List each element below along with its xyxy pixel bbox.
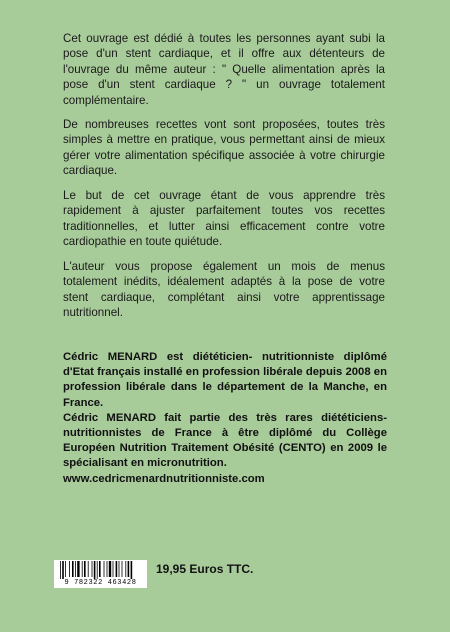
price: 19,95 Euros TTC. — [156, 562, 254, 576]
author-website: www.cedricmenardnutritionniste.com — [63, 472, 265, 485]
barcode — [54, 560, 147, 588]
author-bio-part-1: Cédric MENARD est diététicien- nutritionniste diplômé d'Etat français installé en profession libérale depuis 2008 en profession libérale dans le département de la Manche, en France. — [63, 351, 387, 409]
description-text-1: Cet ouvrage est dédié à toutes les personnes ayant subi la pose d'un stent cardiaque, et il offre aux détenteurs de l'ouvrage du même auteur : " Quelle alimentation après la pose d'un stent cardiaque ? " un ouvrage totalement complémentaire. — [63, 32, 385, 107]
description-paragraph-4 — [63, 259, 385, 321]
description-paragraph-2 — [63, 117, 385, 179]
description-text-2: De nombreuses recettes vont sont proposées, toutes très simples à mettre en pratique, vous permettant ainsi de mieux gérer votre alimentation spécifique associée à votre chirurgie cardiaque. — [63, 118, 385, 178]
author-bio — [63, 350, 387, 487]
description-paragraph-3 — [63, 188, 385, 250]
description-text-3: Le but de cet ouvrage étant de vous apprendre très rapidement à ajuster parfaitement toutes vos recettes traditionnelles, et lutter ainsi efficacement contre votre cardiopathie en toute quiétude. — [63, 189, 385, 249]
description-text-4: L'auteur vous propose également un mois de menus totalement inédits, idéalement adaptés à la pose de votre stent cardiaque, complétant ainsi votre apprentissage nutritionnel. — [63, 260, 385, 320]
description-paragraph-1 — [63, 31, 385, 108]
author-bio-part-2: Cédric MENARD fait partie des très rares diététiciens-nutritionnistes de France à être diplômé du Collège Européen Nutrition Traitement Obésité (CENTO) en 2009 le spécialisant en micronutrition. — [63, 411, 387, 470]
barcode-number: 9 782322 463428 — [64, 579, 137, 587]
barcode-bars — [56, 561, 145, 579]
